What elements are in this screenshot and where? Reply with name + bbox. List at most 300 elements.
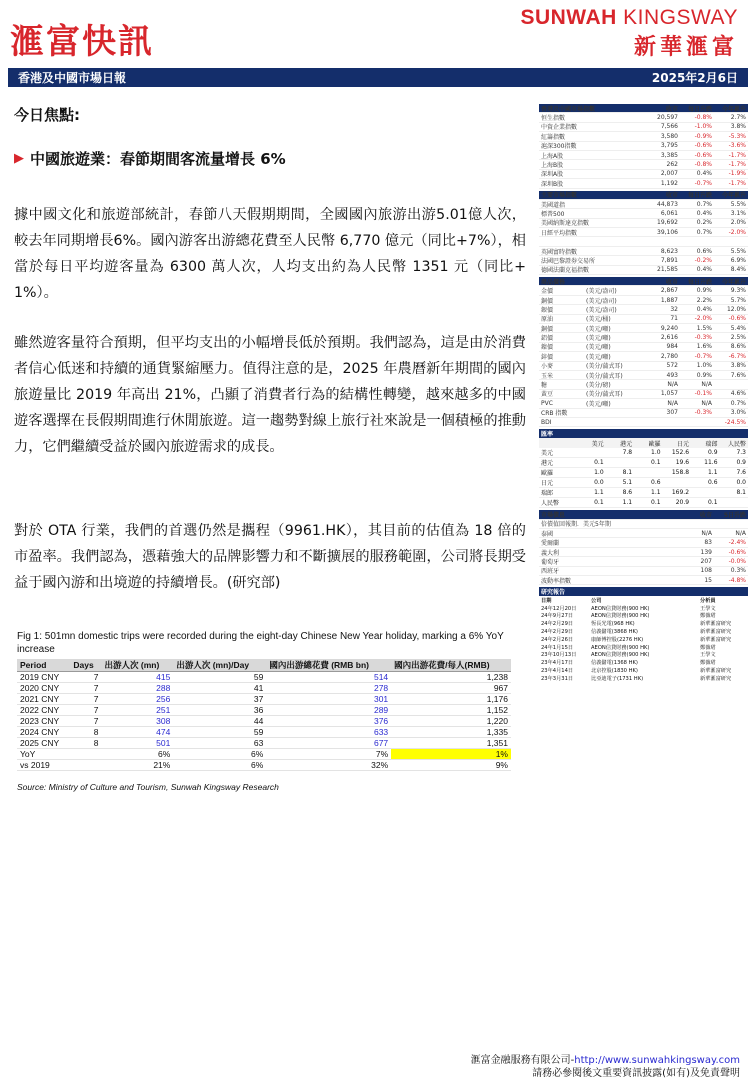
market-cell: 8,623: [660, 247, 678, 255]
research-cell: AEON信貸財務(900 HK): [591, 644, 650, 651]
commodity-row: [539, 371, 748, 380]
fx-header-row: [539, 438, 748, 448]
fx-cell: 8.1: [622, 469, 633, 477]
commodity-cell: N/A: [701, 381, 712, 389]
figure-cell: 289: [266, 705, 391, 716]
research-cell: 新華滙富研究: [700, 636, 732, 643]
market-cell: 深圳B股: [541, 180, 564, 188]
market-cell: 中資企業指數: [541, 124, 578, 132]
market-cell: -5.3%: [728, 132, 746, 140]
commodity-row: [539, 324, 748, 333]
figure-cell: 677: [266, 738, 391, 749]
figure-row: [17, 672, 511, 683]
fx-cell: 0.1: [707, 499, 718, 507]
commodity-cell: 鋁價: [541, 335, 554, 343]
market-cell: 上海A股: [541, 152, 564, 160]
commodity-cell: (美元/噸): [586, 400, 611, 408]
market-row: [539, 567, 748, 576]
fx-cell: 8.6: [622, 489, 633, 497]
commodity-cell: 黃豆: [541, 391, 554, 399]
commodity-row: [539, 305, 748, 314]
figure-header-cell: 出游人次 (mn): [102, 659, 174, 672]
commodity-cell: BDI: [541, 418, 552, 426]
commodity-cell: N/A: [667, 399, 678, 407]
research-row: [539, 674, 748, 682]
commodity-cell: 2,616: [660, 334, 678, 342]
commodity-cell: 1.5%: [696, 324, 712, 332]
market-cell: 39,106: [657, 228, 678, 236]
header-cell: 收市: [699, 511, 712, 519]
header-cell: 每日升跌: [687, 105, 712, 113]
paragraph-2: 雖然遊客量符合預期，但平均支出的小幅增長低於預期。我們認為，這是由於消費者信心低迷和持續的通貨緊縮壓力。值得注意的是，2025 年農曆新年期間的國內旅遊量比 2019 年高出 21%，凸顯了消費者行為的結構性轉變，越來越多的中國遊客選擇在長假期間進行休閒旅遊。這一趨勢對線上旅行社來說是一個積極的推動力，它們繼續受益於國內旅遊需求的成長。: [14, 335, 526, 455]
figure-cell: 1,238: [391, 672, 511, 683]
commodity-cell: -2.0%: [694, 315, 712, 323]
report-banner: [8, 68, 748, 87]
market-cell: 3,385: [660, 151, 678, 159]
figure-header-cell: 國內出游總花費 (RMB bn): [266, 659, 391, 672]
research-row: [539, 643, 748, 651]
market-cell: 0.4%: [696, 266, 712, 274]
commodity-cell: -0.1%: [694, 390, 712, 398]
figure-header-cell: 出游人次 (mn)/Day: [173, 659, 266, 672]
fx-cell: 1.0: [651, 449, 661, 457]
market-cell: -0.9%: [694, 132, 712, 140]
figure-cell: 2024 CNY: [17, 727, 70, 738]
fx-cell: 1.0: [594, 469, 604, 477]
commodity-cell: 5.4%: [730, 324, 746, 332]
brand-title: 滙富快訊: [10, 22, 154, 62]
research-row: [539, 604, 748, 612]
commodity-cell: 9,240: [660, 324, 678, 332]
commodity-cell: (美元/盎司): [586, 288, 617, 296]
hk-cn-index-section: [539, 104, 748, 189]
header-cell: 收市: [665, 105, 678, 113]
research-cell: 新華滙富研究: [700, 628, 732, 635]
fx-cell: 人民幣: [541, 500, 560, 508]
fx-cell: 1.1: [594, 489, 604, 497]
market-cell: -0.2%: [694, 256, 712, 264]
research-row: [539, 612, 748, 620]
fx-cell: 169.2: [671, 489, 690, 497]
market-cell: 3.8%: [730, 123, 746, 131]
commodity-cell: 307: [666, 409, 678, 417]
market-cell: 15: [704, 576, 712, 584]
figure-row: [17, 727, 511, 738]
fx-cell: 歐羅: [541, 470, 554, 478]
market-row: [539, 151, 748, 160]
figure-cell: 1,152: [391, 705, 511, 716]
commodity-cell: 0.4%: [696, 305, 712, 313]
commodity-cell: N/A: [701, 399, 712, 407]
market-row: [539, 170, 748, 179]
figure-cell: 301: [266, 694, 391, 705]
figure-cell: 8: [70, 738, 101, 749]
commodity-cell: 5.7%: [730, 296, 746, 304]
commodity-cell: 銀價: [541, 306, 554, 314]
figure-cell: [70, 749, 101, 760]
fx-cell: 19.6: [675, 459, 690, 467]
research-cell: 23年10月13日: [541, 652, 577, 659]
report-title: 香港及中國市場日報: [18, 71, 127, 85]
commodity-cell: 鎳價: [541, 344, 554, 352]
website-link[interactable]: http://www.sunwahkingsway.com: [574, 1055, 740, 1066]
market-cell: N/A: [701, 529, 712, 537]
figure-cell: 2025 CNY: [17, 738, 70, 749]
figure-cell: 44: [173, 716, 266, 727]
commodity-row: [539, 362, 748, 371]
fx-cell: 11.6: [704, 459, 718, 467]
figure-cell: 41: [173, 683, 266, 694]
market-cell: -0.8%: [694, 114, 712, 122]
fx-cell: 7.6: [736, 469, 746, 477]
market-row: [539, 520, 748, 529]
market-cell: 0.7%: [696, 228, 712, 236]
commodity-cell: 9.3%: [730, 287, 746, 295]
fx-header-cell: 日元: [677, 440, 690, 448]
research-cell: 鄭薇珺: [700, 660, 716, 667]
commodity-cell: (美元/噸): [586, 344, 611, 352]
fx-cell: 20.9: [675, 499, 690, 507]
figure-cell: 6%: [173, 760, 266, 771]
figure-cell: 251: [102, 705, 174, 716]
market-cell: 5.5%: [730, 247, 746, 255]
market-cell: 愛爾蘭: [541, 540, 560, 548]
commodity-row: [539, 418, 748, 427]
market-row: [539, 209, 748, 218]
header-cell: 主要市場指數: [541, 192, 578, 200]
figure-cell: 9%: [391, 760, 511, 771]
market-row: [539, 538, 748, 547]
header-cell: 今年累升: [721, 278, 746, 286]
market-cell: 0.3%: [730, 567, 746, 575]
commodity-row: [539, 399, 748, 408]
market-cell: 美國道指: [541, 201, 566, 209]
market-cell: 5.5%: [730, 200, 746, 208]
market-cell: 恒生指數: [541, 115, 566, 123]
commodity-cell: 原油: [541, 316, 554, 324]
commodity-cell: 2,867: [660, 287, 678, 295]
commodity-cell: 糖: [541, 382, 548, 390]
figure-cell: 376: [266, 716, 391, 727]
figure-row: [17, 749, 511, 760]
fx-cell: 152.6: [671, 449, 690, 457]
commodity-cell: 鋅價: [541, 353, 554, 361]
figure-cell: 6%: [102, 749, 174, 760]
research-cell: 信義儲電(1368 HK): [591, 660, 638, 667]
commodity-cell: -0.3%: [694, 334, 712, 342]
figure-cell: 2019 CNY: [17, 672, 70, 683]
market-cell: 8.4%: [730, 266, 746, 274]
market-row: [539, 132, 748, 141]
commodity-cell: -6.7%: [728, 352, 746, 360]
focus-label: 今日焦點:: [14, 106, 80, 124]
market-cell: 日經平均指數: [541, 229, 578, 237]
section-header: 研究報告: [539, 587, 748, 596]
fx-cell: 美元: [541, 450, 554, 458]
market-cell: 6.9%: [730, 256, 746, 264]
bond-section: [539, 510, 748, 585]
commodity-cell: -24.5%: [724, 418, 746, 426]
research-cell: 鄭薇珺: [700, 644, 716, 651]
market-cell: 2.7%: [730, 114, 746, 122]
fx-cell: 0.0: [736, 479, 746, 487]
commodity-cell: 銅價: [541, 325, 554, 333]
footer: [471, 1054, 740, 1080]
figure-cell: 8: [70, 727, 101, 738]
market-cell: 波動率指數: [541, 577, 572, 585]
figure-header-cell: 國內出游花費/每人(RMB): [391, 659, 511, 672]
market-cell: 3,580: [660, 132, 678, 140]
figure-cell: 59: [173, 727, 266, 738]
commodity-cell: 金價: [541, 288, 554, 296]
fx-cell: 7.8: [622, 449, 633, 457]
figure-cell: 1,220: [391, 716, 511, 727]
market-row: [539, 576, 748, 585]
commodity-cell: 2.2%: [696, 296, 712, 304]
market-row: [539, 160, 748, 169]
logo-zh: 新華滙富: [633, 35, 738, 60]
fx-cell: 158.8: [671, 469, 690, 477]
research-cell: 24年2月29日: [541, 621, 574, 628]
market-cell: 3.1%: [730, 209, 746, 217]
fx-header-cell: 美元: [591, 440, 604, 448]
commodity-cell: (美元/噸): [586, 335, 611, 343]
figure-row: [17, 760, 511, 771]
commodity-cell: PVC: [541, 399, 553, 407]
figure-cell: 7: [70, 705, 101, 716]
figure-source: Source: Ministry of Culture and Tourism, Sunwah Kingsway Research: [17, 782, 279, 792]
figure-cell: 6%: [173, 749, 266, 760]
figure-cell: 7: [70, 683, 101, 694]
fx-cell: 1.1: [707, 469, 718, 477]
commodities-section: [539, 277, 748, 427]
market-cell: 倍債值回報期．美元5年期: [541, 521, 611, 529]
research-row: [539, 628, 748, 636]
commodity-cell: 2.5%: [730, 334, 746, 342]
research-cell: 23年4月14日: [541, 667, 574, 674]
commodity-cell: (美元/盎司): [586, 306, 617, 314]
market-cell: -1.7%: [728, 151, 746, 159]
fx-header-cell: 瑞郎: [705, 440, 718, 448]
commodity-row: [539, 315, 748, 324]
research-cell: 北京控股(1830 HK): [591, 667, 638, 674]
fx-cell: 1.1: [651, 489, 661, 497]
research-header-cell: 分析員: [700, 597, 716, 604]
commodity-cell: 玉米: [541, 372, 554, 380]
market-cell: 1,192: [660, 179, 678, 187]
research-cell: 新華滙富研究: [700, 675, 732, 682]
research-cell: 比亞迪電子(1731 HK): [591, 675, 644, 682]
market-cell: 上海B股: [541, 162, 564, 170]
commodity-row: [539, 296, 748, 305]
market-cell: 139: [700, 548, 712, 556]
commodity-cell: 1,057: [660, 390, 678, 398]
fx-row: [539, 448, 748, 458]
fx-header-cell: 人民幣: [727, 440, 746, 448]
figure-cell: 501: [102, 738, 174, 749]
figure-cell: 278: [266, 683, 391, 694]
market-cell: 西班牙: [541, 568, 560, 576]
market-cell: 德國法蘭克福指數: [541, 267, 590, 275]
footer-disclaimer: 請務必參閱後文重要資訊披露(如有)及免責聲明: [532, 1068, 740, 1079]
market-cell: 6,061: [660, 209, 678, 217]
commodity-cell: 984: [666, 343, 678, 351]
research-cell: 新華滙富研究: [700, 667, 732, 674]
market-cell: -0.6%: [728, 548, 746, 556]
commodity-cell: (美分/磅): [586, 382, 611, 390]
market-cell: -1.7%: [728, 179, 746, 187]
figure-cell: 2023 CNY: [17, 716, 70, 727]
market-cell: 7,891: [660, 256, 678, 264]
fx-cell: 0.1: [651, 499, 661, 507]
fx-cell: 1.1: [622, 499, 633, 507]
company-logo: [520, 6, 738, 61]
figure-cell: 514: [266, 672, 391, 683]
header-cell: 今年累升: [721, 105, 746, 113]
research-row: [539, 620, 748, 628]
market-cell: 滬深300指數: [541, 143, 577, 151]
fx-row: [539, 498, 748, 508]
fx-row: [539, 458, 748, 468]
market-cell: 義大利: [541, 549, 560, 557]
footer-company: 滙富金融服務有限公司-: [470, 1055, 575, 1066]
figure-cell: [70, 760, 101, 771]
market-cell: 美國納斯達克指數: [541, 220, 590, 228]
market-row: [539, 142, 748, 151]
commodity-cell: 3.8%: [730, 362, 746, 370]
figure-cell: 2021 CNY: [17, 694, 70, 705]
commodity-row: [539, 352, 748, 361]
headline-text: 中國旅遊業：春節期間客流量增長 6%: [30, 150, 286, 168]
figure-row: [17, 694, 511, 705]
market-cell: -0.0%: [728, 557, 746, 565]
figure-cell: 37: [173, 694, 266, 705]
section-header: [539, 510, 748, 519]
figure-cell: 2020 CNY: [17, 683, 70, 694]
figure-row: [17, 716, 511, 727]
market-cell: 0.2%: [696, 219, 712, 227]
market-cell: 0.4%: [696, 209, 712, 217]
market-cell: -0.7%: [694, 179, 712, 187]
market-cell: 法國巴黎證券交易所: [541, 257, 596, 265]
commodity-cell: (美元/盎司): [586, 297, 617, 305]
market-cell: 44,873: [657, 200, 678, 208]
fx-cell: 港元: [541, 460, 554, 468]
research-cell: AEON信貸財務(900 HK): [591, 613, 650, 620]
global-index-section: [539, 191, 748, 276]
market-cell: 0.4%: [696, 170, 712, 178]
figure-cell: 1,351: [391, 738, 511, 749]
market-row: [539, 113, 748, 122]
commodity-row: [539, 390, 748, 399]
section-header: [539, 277, 748, 286]
market-sidebar: [539, 104, 748, 684]
fx-row: [539, 478, 748, 488]
commodity-cell: 小麥: [541, 363, 554, 371]
fx-cell: 0.9: [736, 459, 746, 467]
market-cell: 2,007: [660, 170, 678, 178]
research-header-row: [539, 596, 748, 604]
figure-header-cell: Period: [17, 659, 70, 672]
market-row: [539, 256, 748, 265]
market-row: [539, 247, 748, 256]
fx-cell: 7.3: [736, 449, 746, 457]
market-row: [539, 529, 748, 538]
commodity-cell: (美元/桶): [586, 316, 611, 324]
header-cell: 收市: [665, 192, 678, 200]
market-cell: 泰國: [541, 530, 554, 538]
research-row: [539, 667, 748, 675]
commodity-row: [539, 380, 748, 389]
commodity-cell: (美分/蒲式耳): [586, 363, 623, 371]
market-cell: 0.7%: [696, 200, 712, 208]
commodity-cell: 0.9%: [696, 287, 712, 295]
fx-cell: 0.1: [594, 499, 604, 507]
market-cell: -0.6%: [694, 142, 712, 150]
market-cell: 葡萄牙: [541, 558, 560, 566]
commodity-cell: 572: [666, 362, 678, 370]
market-row: [539, 200, 748, 209]
research-cell: 24年2月29日: [541, 628, 574, 635]
fx-cell: 0.9: [707, 449, 718, 457]
commodity-cell: CRB 指數: [541, 410, 568, 418]
market-cell: -3.6%: [728, 142, 746, 150]
research-section: [539, 587, 748, 682]
market-row: [539, 237, 748, 246]
fx-header-cell: 港元: [620, 440, 633, 448]
fx-cell: 日元: [541, 480, 554, 488]
market-cell: -1.0%: [694, 123, 712, 131]
figure-cell: 32%: [266, 760, 391, 771]
report-date: 2025年2月6日: [651, 71, 738, 85]
fx-cell: 8.1: [736, 489, 746, 497]
figure-cell: 415: [102, 672, 174, 683]
research-row: [539, 651, 748, 659]
research-row: [539, 659, 748, 667]
commodity-cell: 銅價: [541, 297, 554, 305]
research-cell: 24年9月27日: [541, 613, 574, 620]
figure-cell: 1%: [391, 749, 511, 760]
market-cell: 21,585: [657, 266, 678, 274]
fx-section: [539, 429, 748, 508]
research-cell: AEON信貸財務(900 HK): [591, 652, 650, 659]
section-header: [539, 191, 748, 200]
commodity-cell: 7.6%: [730, 371, 746, 379]
research-cell: 新華滙富研究: [700, 621, 732, 628]
commodity-cell: 4.6%: [730, 390, 746, 398]
commodity-cell: 1.6%: [696, 343, 712, 351]
research-cell: AEON信貸財務(900 HK): [591, 605, 650, 612]
figure-row: [17, 683, 511, 694]
fx-row: [539, 468, 748, 478]
figure-cell: 633: [266, 727, 391, 738]
fx-cell: 0.1: [651, 459, 661, 467]
market-cell: 108: [700, 567, 712, 575]
fx-cell: 0.6: [651, 479, 661, 487]
research-cell: 王學文: [700, 652, 716, 659]
commodity-cell: -0.6%: [728, 315, 746, 323]
headline: [14, 148, 286, 169]
research-cell: 24年2月26日: [541, 636, 574, 643]
market-cell: -2.0%: [728, 228, 746, 236]
market-cell: 2.0%: [730, 219, 746, 227]
figure-cell: 21%: [102, 760, 174, 771]
commodity-cell: 1,887: [660, 296, 678, 304]
section-header: [539, 104, 748, 113]
research-cell: 23年4月17日: [541, 660, 574, 667]
commodity-cell: 3.0%: [730, 409, 746, 417]
header-cell: 市場債息: [541, 511, 566, 519]
